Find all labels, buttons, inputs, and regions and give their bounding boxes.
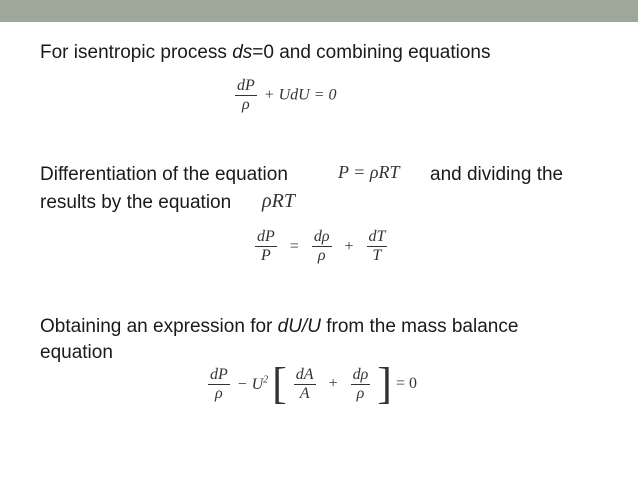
eq3-plus: + xyxy=(328,375,338,392)
equation-mass-balance xyxy=(205,359,417,408)
text-dividing: and dividing the xyxy=(430,164,564,185)
text-obtaining xyxy=(40,314,518,340)
eq1-numerator: dP xyxy=(237,77,255,94)
eq3-minus-u xyxy=(237,376,268,393)
text-isentropic xyxy=(40,40,490,66)
fraction-dp-p xyxy=(255,228,277,265)
eq3-a-denominator: A xyxy=(294,384,316,403)
fraction-dp-rho xyxy=(235,77,257,114)
text-results-by: results by the equation xyxy=(40,192,232,213)
eq2-plus: + xyxy=(344,237,354,255)
text-isentropic-post: =0 and combining equations xyxy=(252,42,491,63)
eq3-b-numerator: dρ xyxy=(352,365,369,383)
eq2-equals: = xyxy=(289,237,299,255)
text-obtaining-pre: Obtaining an expression for xyxy=(40,316,278,337)
eq2-right-denominator: T xyxy=(367,246,388,265)
eq1-rest: + UdU = 0 xyxy=(263,86,337,104)
text-differentiation: Differentiation of the equation xyxy=(40,164,288,185)
text-ds: ds xyxy=(232,42,253,63)
eq2-left-denominator: P xyxy=(255,246,277,265)
eq3-rhs: = 0 xyxy=(395,375,417,392)
text-isentropic-pre: For isentropic process xyxy=(40,42,233,63)
equation-rho-rt: ρRT xyxy=(262,190,295,212)
eq3-b-denominator: ρ xyxy=(351,384,371,403)
eq2-left-numerator: dP xyxy=(257,228,275,245)
left-bracket: [ xyxy=(272,359,287,408)
equation-energy xyxy=(232,77,336,114)
text-obtaining-post: from the mass balance xyxy=(320,316,519,337)
fraction-dp-rho-2 xyxy=(208,366,230,403)
eq3-exponent: 2 xyxy=(263,374,269,386)
right-bracket: ] xyxy=(377,359,392,408)
eq1-denominator: ρ xyxy=(235,95,257,114)
eq3-a-numerator: dA xyxy=(295,365,314,383)
eq2-mid-numerator: dρ xyxy=(313,228,330,245)
equation-ideal-gas: P = ρRT xyxy=(338,162,400,182)
equation-differential-ideal-gas xyxy=(252,228,390,265)
fraction-dt-t xyxy=(367,228,388,265)
slide-content xyxy=(0,22,638,479)
text-equation: equation xyxy=(40,342,113,363)
eq2-right-numerator: dT xyxy=(368,228,386,245)
fraction-drho-rho-2 xyxy=(351,366,371,403)
slide-top-bar xyxy=(0,0,638,22)
fraction-da-a xyxy=(294,366,316,403)
eq3-left-numerator: dP xyxy=(210,365,228,383)
text-du-u: dU/U xyxy=(277,316,321,337)
fraction-drho-rho xyxy=(312,228,332,265)
eq3-minus-u-text: − U xyxy=(236,375,264,393)
eq2-mid-denominator: ρ xyxy=(312,246,332,265)
eq3-left-denominator: ρ xyxy=(208,384,230,403)
